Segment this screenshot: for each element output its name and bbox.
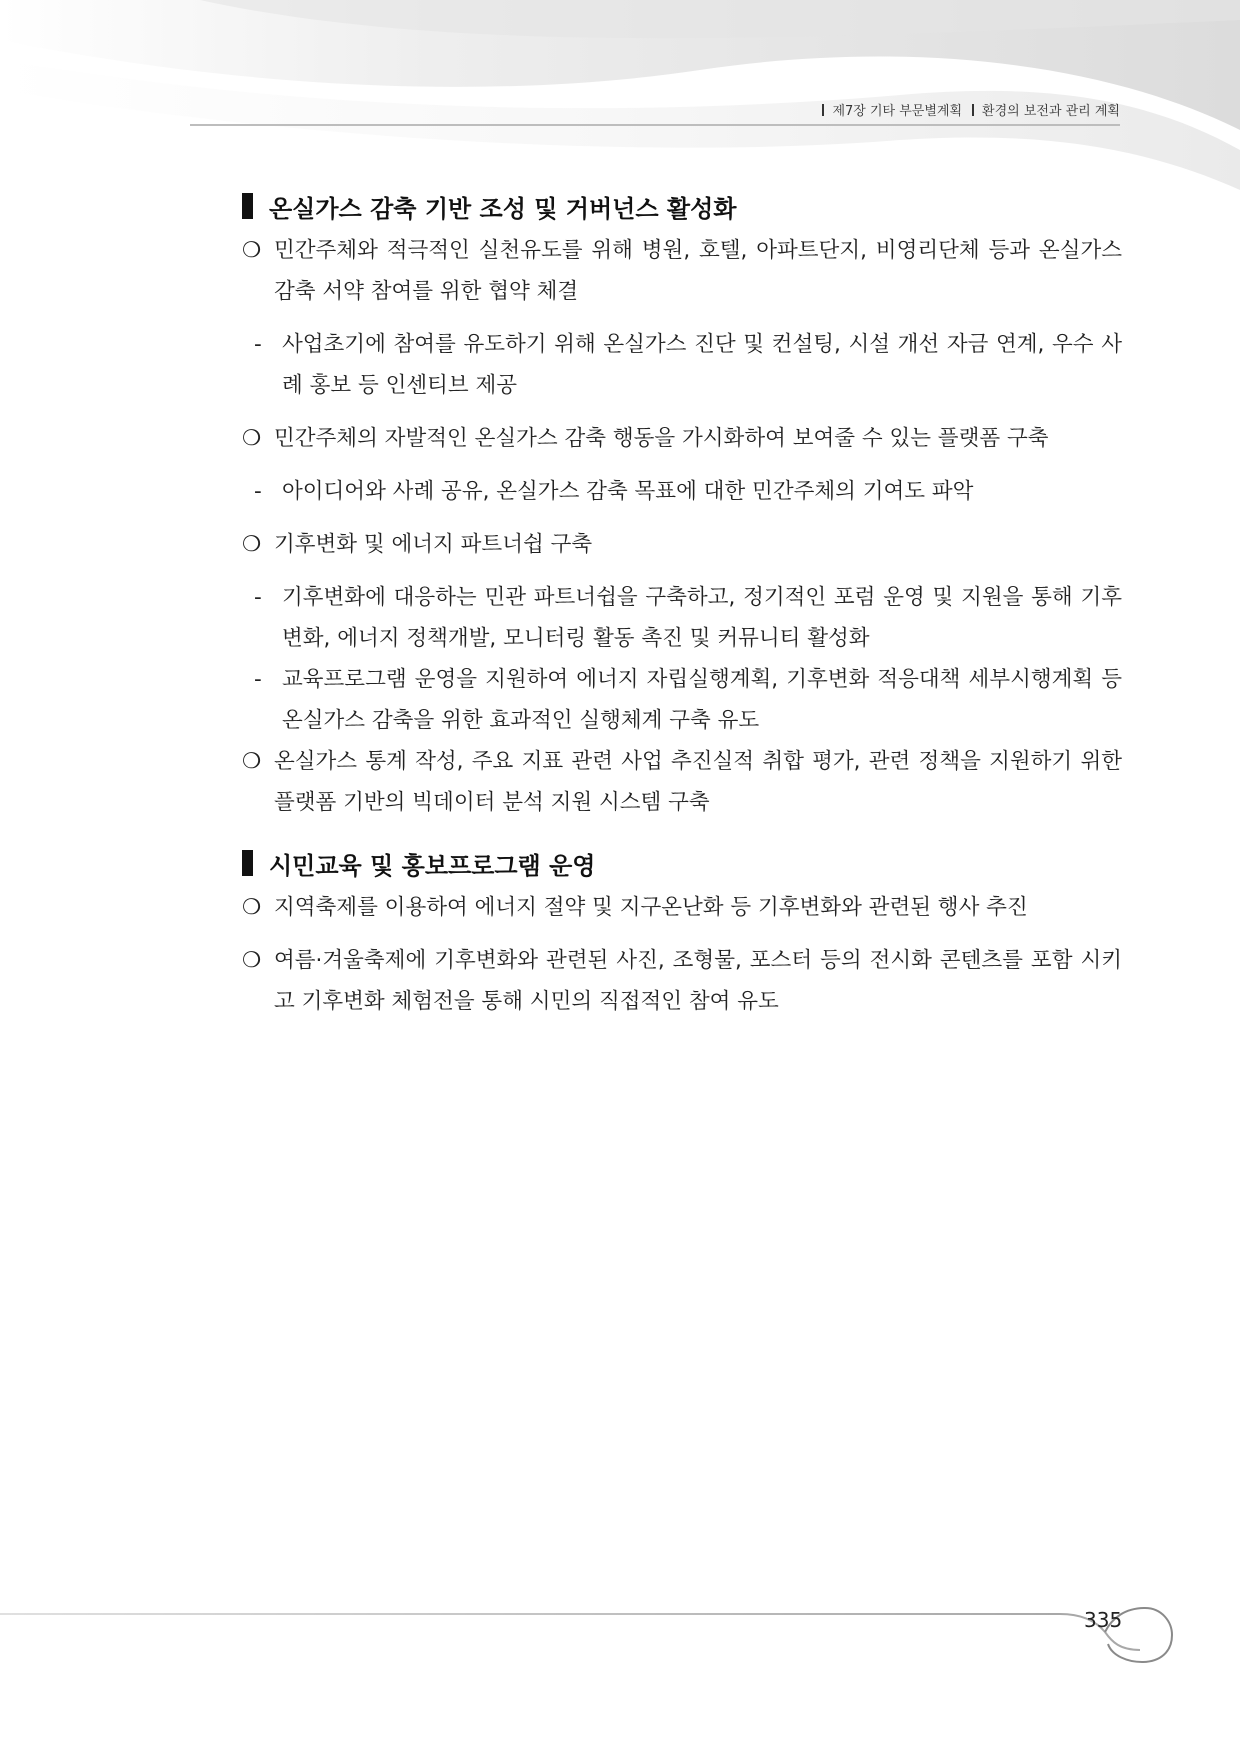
section-title: 온실가스 감축 기반 조성 및 거버넌스 활성화 [269, 194, 737, 223]
dash-bullet-icon: - [254, 667, 262, 692]
page-content [242, 188, 1122, 1022]
sub-bullet-item [242, 659, 1122, 741]
dash-bullet-icon: - [254, 585, 262, 610]
running-header [812, 100, 1120, 119]
circle-bullet-icon: ❍ [242, 895, 262, 920]
page-number: 335 [1084, 1608, 1123, 1632]
section-heading [242, 188, 1122, 224]
dash-bullet-icon: - [254, 479, 262, 504]
header-separator [822, 104, 824, 116]
header-chapter: 제7장 기타 부문별계획 [832, 104, 963, 119]
bullet-item [242, 940, 1122, 1022]
header-separator [972, 104, 974, 116]
section-heading [242, 845, 1122, 881]
sub-bullet-item [242, 471, 1122, 512]
bullet-item [242, 418, 1122, 459]
bullet-item [242, 230, 1122, 312]
bullet-text: 민간주체와 적극적인 실천유도를 위해 병원, 호텔, 아파트단지, 비영리단체 등과 온실가스 감축 서약 참여를 위한 협약 체결 [274, 238, 1122, 304]
bullet-text: 온실가스 통계 작성, 주요 지표 관련 사업 추진실적 취합 평가, 관련 정책을 지원하기 위한 플랫폼 기반의 빅데이터 분석 지원 시스템 구축 [274, 749, 1122, 815]
section-bar-icon [242, 850, 253, 876]
circle-bullet-icon: ❍ [242, 426, 262, 451]
sub-bullet-text: 기후변화에 대응하는 민관 파트너쉽을 구축하고, 정기적인 포럼 운영 및 지원을 통해 기후변화, 에너지 정책개발, 모니터링 활동 촉진 및 커뮤니티 활성화 [282, 585, 1122, 651]
dash-bullet-icon: - [254, 332, 262, 357]
sub-bullet-item [242, 324, 1122, 406]
sub-bullet-text: 아이디어와 사례 공유, 온실가스 감축 목표에 대한 민간주체의 기여도 파악 [282, 479, 974, 504]
bullet-text: 지역축제를 이용하여 에너지 절약 및 지구온난화 등 기후변화와 관련된 행사 추진 [274, 895, 1028, 920]
sub-bullet-text: 교육프로그램 운영을 지원하여 에너지 자립실행계획, 기후변화 적응대책 세부시행계획 등 온실가스 감축을 위한 효과적인 실행체계 구축 유도 [282, 667, 1122, 733]
sub-bullet-text: 사업초기에 참여를 유도하기 위해 온실가스 진단 및 컨설팅, 시설 개선 자금 연계, 우수 사례 홍보 등 인센티브 제공 [282, 332, 1122, 398]
footer-rule [0, 1613, 1060, 1615]
bullet-item [242, 741, 1122, 823]
section-title: 시민교육 및 홍보프로그램 운영 [269, 851, 596, 880]
header-rule [190, 124, 1120, 126]
sub-bullet-item [242, 577, 1122, 659]
section-bar-icon [242, 193, 253, 219]
circle-bullet-icon: ❍ [242, 238, 262, 263]
bullet-item [242, 887, 1122, 928]
circle-bullet-icon: ❍ [242, 532, 262, 557]
circle-bullet-icon: ❍ [242, 948, 262, 973]
header-section: 환경의 보전과 관리 계획 [982, 104, 1120, 119]
circle-bullet-icon: ❍ [242, 749, 262, 774]
bullet-text: 기후변화 및 에너지 파트너쉽 구축 [274, 532, 593, 557]
bullet-item [242, 524, 1122, 565]
bullet-text: 여름·겨울축제에 기후변화와 관련된 사진, 조형물, 포스터 등의 전시화 콘텐츠를 포함 시키고 기후변화 체험전을 통해 시민의 직접적인 참여 유도 [274, 948, 1122, 1014]
bullet-text: 민간주체의 자발적인 온실가스 감축 행동을 가시화하여 보여줄 수 있는 플랫폼 구축 [274, 426, 1049, 451]
